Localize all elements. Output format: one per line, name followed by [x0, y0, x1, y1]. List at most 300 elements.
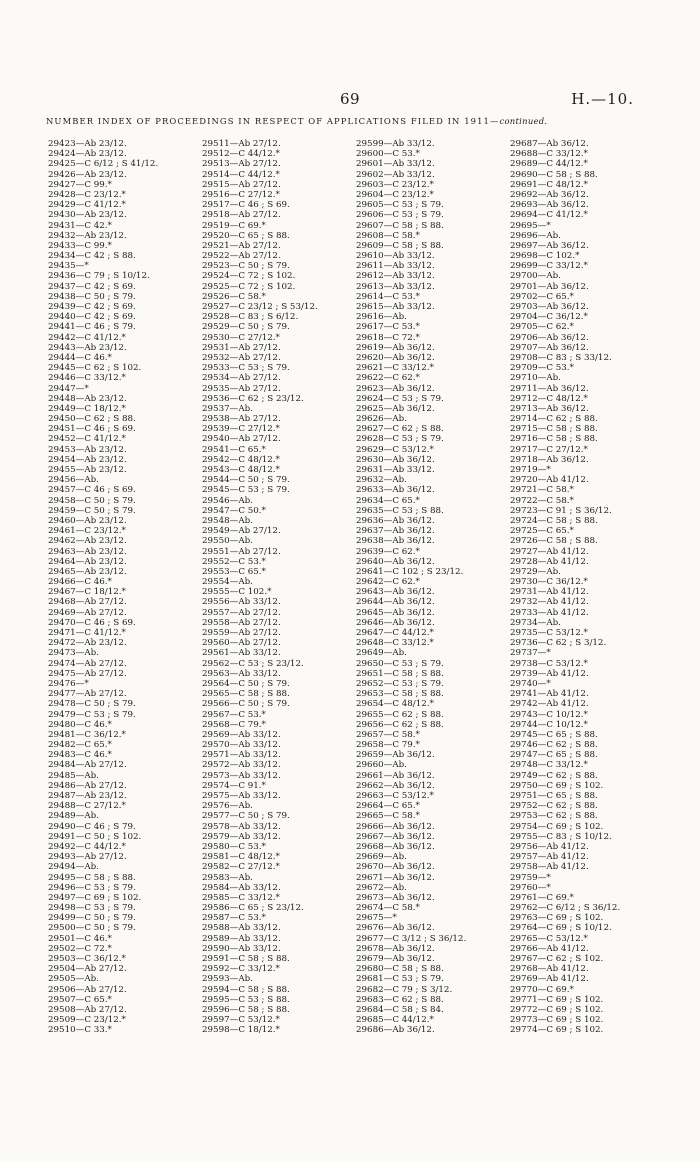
index-entry: 29442—C 41/12.* — [48, 332, 126, 343]
index-entry: 29570—Ab 33/12. — [202, 740, 281, 751]
index-entry: 29751—C 65 ; S 88. — [510, 791, 598, 801]
index-entry: 29534—Ab 27/12. — [202, 373, 281, 384]
index-entry: 29717—C 27/12.* — [510, 444, 588, 455]
index-entry: 29673—Ab 36/12. — [356, 892, 435, 903]
index-entry: 29529—C 50 ; S 79. — [202, 322, 290, 333]
index-entry: 29551—Ab 27/12. — [202, 546, 281, 557]
index-entry: 29731—Ab 41/12. — [510, 587, 589, 598]
index-entry: 29542—C 48/12.* — [202, 454, 280, 465]
index-entry: 29644—Ab 36/12. — [356, 597, 435, 608]
index-entry: 29704—C 36/12.* — [510, 312, 588, 323]
index-column-4 — [510, 139, 664, 1036]
index-entry: 29636—Ab 36/12. — [356, 515, 435, 526]
index-entry: 29622—C 62.* — [356, 373, 420, 384]
index-entry: 29715—C 58 ; S 88. — [510, 424, 598, 435]
index-entry: 29701—Ab 36/12. — [510, 281, 589, 292]
index-entry: 29725—C 65.* — [510, 526, 574, 537]
index-entry: 29443—Ab 23/12. — [48, 342, 127, 353]
index-entry: 29587—C 53.* — [202, 913, 266, 924]
index-entry: 29724—C 58 ; S 88. — [510, 515, 598, 526]
index-entry: 29567—C 53.* — [202, 709, 266, 720]
index-entry: 29471—C 41/12.* — [48, 628, 126, 638]
index-entry: 29466—C 46.* — [48, 577, 112, 588]
index-entry: 29583—Ab. — [202, 872, 253, 883]
index-entry: 29743—C 10/12.* — [510, 709, 588, 720]
index-entry: 29585—C 33/12.* — [202, 892, 280, 903]
index-entry: 29426—Ab 23/12. — [48, 169, 127, 180]
index-entry: 29763—C 69 ; S 102. — [510, 913, 604, 924]
index-entry: 29463—Ab 23/12. — [48, 546, 127, 557]
index-entry: 29516—C 27/12.* — [202, 189, 280, 200]
index-entry: 29530—C 27/12.* — [202, 332, 280, 343]
index-entry: 29682—C 79 ; S 3/12. — [356, 984, 453, 995]
index-entry: 29612—Ab 33/12. — [356, 271, 435, 282]
index-entry: 29434—C 42 ; S 88. — [48, 251, 136, 262]
index-entry: 29501—C 46.* — [48, 933, 112, 944]
index-entry: 29455—Ab 23/12. — [48, 465, 127, 475]
index-entry: 29631—Ab 33/12. — [356, 465, 435, 475]
index-entry: 29741—Ab 41/12. — [510, 689, 589, 700]
heading-text: NUMBER INDEX OF PROCEEDINGS IN RESPECT OF APPLICATIONS FILED IN 1911— — [46, 116, 500, 126]
index-entry: 29662—Ab 36/12. — [356, 780, 435, 791]
index-entry: 29499—C 50 ; S 79. — [48, 913, 136, 924]
index-entry: 29517—C 46 ; S 69. — [202, 200, 290, 211]
index-entry: 29538—Ab 27/12. — [202, 414, 281, 425]
index-entry: 29633—Ab 36/12. — [356, 485, 435, 496]
index-entry: 29556—Ab 33/12. — [202, 597, 281, 608]
index-entry: 29614—C 53.* — [356, 291, 420, 302]
index-entry: 29598—C 18/12.* — [202, 1025, 280, 1036]
index-entry: 29629—C 53/12.* — [356, 444, 434, 455]
index-entry: 29453—Ab 23/12. — [48, 444, 127, 455]
index-entry: 29580—C 53.* — [202, 841, 266, 852]
index-entry: 29459—C 50 ; S 79. — [48, 505, 136, 516]
index-entry: 29690—C 58 ; S 88. — [510, 169, 598, 180]
index-entry: 29436—C 79 ; S 10/12. — [48, 271, 150, 282]
index-entry: 29458—C 50 ; S 79. — [48, 495, 136, 506]
index-entry: 29686—Ab 36/12. — [356, 1025, 435, 1036]
index-entry: 29546—Ab. — [202, 495, 253, 506]
index-entry: 29723—C 91 ; S 36/12. — [510, 505, 612, 516]
index-entry: 29726—C 58 ; S 88. — [510, 536, 598, 547]
index-entry: 29752—C 62 ; S 88. — [510, 801, 598, 812]
index-entry: 29579—Ab 33/12. — [202, 831, 281, 842]
index-entry: 29594—C 58 ; S 88. — [202, 984, 290, 995]
index-entry: 29767—C 62 ; S 102. — [510, 954, 604, 964]
index-entry: 29626—Ab. — [356, 414, 407, 425]
index-entry: 29694—C 41/12.* — [510, 210, 588, 221]
index-entry: 29753—C 62 ; S 88. — [510, 811, 598, 822]
index-entry: 29514—C 44/12.* — [202, 169, 280, 180]
index-entry: 29729—Ab. — [510, 566, 561, 577]
index-entry: 29461—C 23/12.* — [48, 526, 126, 537]
index-entry: 29477—Ab 27/12. — [48, 689, 127, 700]
index-entry: 29759—* — [510, 872, 551, 883]
index-entry: 29460—Ab 23/12. — [48, 515, 127, 526]
index-entry: 29677—C 3/12 ; S 36/12. — [356, 933, 467, 944]
index-entry: 29513—Ab 27/12. — [202, 159, 281, 170]
index-entry: 29653—C 58 ; S 88. — [356, 689, 444, 700]
index-entry: 29503—C 36/12.* — [48, 954, 126, 964]
index-entry: 29656—C 62 ; S 88. — [356, 719, 444, 730]
index-entry: 29532—Ab 27/12. — [202, 352, 281, 363]
index-entry: 29525—C 72 ; S 102. — [202, 281, 296, 292]
index-entry: 29692—Ab 36/12. — [510, 189, 589, 200]
index-entry: 29495—C 58 ; S 88. — [48, 872, 136, 883]
index-entry: 29620—Ab 36/12. — [356, 352, 435, 363]
index-entry: 29439—C 42 ; S 69. — [48, 302, 136, 312]
index-entry: 29625—Ab 36/12. — [356, 403, 435, 414]
index-entry: 29541—C 65.* — [202, 444, 266, 455]
index-entry: 29720—Ab 41/12. — [510, 475, 589, 486]
index-entry: 29578—Ab 33/12. — [202, 821, 281, 832]
index-entry: 29624—C 53 ; S 79. — [356, 393, 444, 404]
index-entry: 29577—C 50 ; S 79. — [202, 811, 290, 822]
index-entry: 29440—C 42 ; S 69. — [48, 312, 136, 323]
index-entry: 29511—Ab 27/12. — [202, 139, 281, 149]
index-entry: 29507—C 65.* — [48, 994, 112, 1005]
index-entry: 29531—Ab 27/12. — [202, 342, 281, 353]
index-entry: 29674—C 58.* — [356, 903, 420, 914]
index-entry: 29491—C 50 ; S 102. — [48, 831, 142, 842]
index-entry: 29539—C 27/12.* — [202, 424, 280, 435]
index-entry: 29450—C 62 ; S 88. — [48, 414, 136, 425]
index-entry: 29574—C 91.* — [202, 780, 266, 791]
index-entry: 29593—Ab. — [202, 974, 253, 985]
index-entry: 29716—C 58 ; S 88. — [510, 434, 598, 445]
index-entry: 29623—Ab 36/12. — [356, 383, 435, 394]
index-entry: 29510—C 33.* — [48, 1025, 112, 1036]
index-entry: 29689—C 44/12.* — [510, 159, 588, 170]
index-entry: 29645—Ab 36/12. — [356, 607, 435, 618]
index-entry: 29773—C 69 ; S 102. — [510, 1015, 604, 1026]
index-entry: 29469—Ab 27/12. — [48, 607, 127, 618]
index-entry: 29476—* — [48, 678, 89, 689]
index-entry: 29687—Ab 36/12. — [510, 139, 589, 149]
index-entry: 29711—Ab 36/12. — [510, 383, 589, 394]
index-entry: 29695—* — [510, 220, 551, 231]
index-entry: 29576—Ab. — [202, 801, 253, 812]
index-entry: 29535—Ab 27/12. — [202, 383, 281, 394]
index-entry: 29684—C 58 ; S 84. — [356, 1004, 444, 1015]
index-entry: 29566—C 50 ; S 79. — [202, 699, 290, 710]
index-entry: 29473—Ab. — [48, 648, 99, 659]
index-entry: 29588—Ab 33/12. — [202, 923, 281, 934]
index-entry: 29457—C 46 ; S 69. — [48, 485, 136, 496]
index-entry: 29679—Ab 36/12. — [356, 954, 435, 964]
index-entry: 29714—C 62 ; S 88. — [510, 414, 598, 425]
index-entry: 29543—C 48/12.* — [202, 465, 280, 475]
document-reference: H.—10. — [571, 90, 634, 108]
index-entry: 29558—Ab 27/12. — [202, 617, 281, 628]
index-entry: 29555—C 102.* — [202, 587, 272, 598]
index-entry: 29449—C 18/12.* — [48, 403, 126, 414]
index-entry: 29557—Ab 27/12. — [202, 607, 281, 618]
index-entry: 29599—Ab 33/12. — [356, 139, 435, 149]
index-entry: 29727—Ab 41/12. — [510, 546, 589, 557]
index-entry: 29572—Ab 33/12. — [202, 760, 281, 771]
index-entry: 29521—Ab 27/12. — [202, 240, 281, 251]
index-entry: 29485—Ab. — [48, 770, 99, 781]
index-entry: 29509—C 23/12.* — [48, 1015, 126, 1026]
index-entry: 29431—C 42.* — [48, 220, 112, 231]
index-entry: 29748—C 33/12.* — [510, 760, 588, 771]
index-entry: 29589—Ab 33/12. — [202, 933, 281, 944]
index-entry: 29591—C 58 ; S 88. — [202, 954, 290, 964]
index-entry: 29698—C 102.* — [510, 251, 580, 262]
index-entry: 29699—C 33/12.* — [510, 261, 588, 272]
index-entry: 29655—C 62 ; S 88. — [356, 709, 444, 720]
index-entry: 29430—Ab 23/12. — [48, 210, 127, 221]
index-entry: 29639—C 62.* — [356, 546, 420, 557]
index-entry: 29765—C 53/12.* — [510, 933, 588, 944]
index-entry: 29528—C 83 ; S 6/12. — [202, 312, 299, 323]
index-entry: 29611—Ab 33/12. — [356, 261, 435, 272]
index-entry: 29520—C 65 ; S 88. — [202, 230, 290, 241]
index-entry: 29486—Ab 27/12. — [48, 780, 127, 791]
index-entry: 29760—* — [510, 882, 551, 893]
index-entry: 29564—C 50 ; S 79. — [202, 678, 290, 689]
index-entry: 29738—C 53/12.* — [510, 658, 588, 669]
index-entry: 29573—Ab 33/12. — [202, 770, 281, 781]
index-entry: 29533—C 53 ; S 79. — [202, 363, 290, 374]
index-column-3 — [356, 139, 510, 1036]
index-entry: 29634—C 65.* — [356, 495, 420, 506]
index-entry: 29757—Ab 41/12. — [510, 852, 589, 863]
index-entry: 29512—C 44/12.* — [202, 149, 280, 160]
index-entry: 29762—C 6/12 ; S 36/12. — [510, 903, 621, 914]
index-entry: 29712—C 48/12.* — [510, 393, 588, 404]
index-entry: 29500—C 50 ; S 79. — [48, 923, 136, 934]
index-entry: 29607—C 58 ; S 88. — [356, 220, 444, 231]
index-entry: 29544—C 50 ; S 79. — [202, 475, 290, 486]
index-entry: 29733—Ab 41/12. — [510, 607, 589, 618]
index-entry: 29454—Ab 23/12. — [48, 454, 127, 465]
index-entry: 29691—C 48/12.* — [510, 179, 588, 190]
index-entry: 29772—C 69 ; S 102. — [510, 1004, 604, 1015]
index-entry: 29493—Ab 27/12. — [48, 852, 127, 863]
index-entry: 29641—C 102 ; S 23/12. — [356, 566, 464, 577]
index-entry: 29647—C 44/12.* — [356, 628, 434, 638]
index-entry: 29707—Ab 36/12. — [510, 342, 589, 353]
index-heading — [46, 116, 666, 126]
index-entry: 29506—Ab 27/12. — [48, 984, 127, 995]
index-entry: 29668—Ab 36/12. — [356, 841, 435, 852]
index-entry: 29523—C 50 ; S 79. — [202, 261, 290, 272]
index-entry: 29670—Ab 36/12. — [356, 862, 435, 873]
index-entry: 29467—C 18/12.* — [48, 587, 126, 598]
index-entry: 29518—Ab 27/12. — [202, 210, 281, 221]
index-entry: 29424—Ab 23/12. — [48, 149, 127, 160]
index-entry: 29527—C 23/12 ; S 53/12. — [202, 302, 318, 312]
index-entry: 29713—Ab 36/12. — [510, 403, 589, 414]
index-entry: 29437—C 42 ; S 69. — [48, 281, 136, 292]
index-entry: 29708—C 83 ; S 33/12. — [510, 352, 612, 363]
index-entry: 29441—C 46 ; S 79. — [48, 322, 136, 333]
index-entry: 29456—Ab. — [48, 475, 99, 486]
index-entry: 29604—C 23/12.* — [356, 189, 434, 200]
index-entry: 29540—Ab 27/12. — [202, 434, 281, 445]
index-entry: 29519—C 69.* — [202, 220, 266, 231]
index-entry: 29597—C 53/12.* — [202, 1015, 280, 1026]
index-entry: 29474—Ab 27/12. — [48, 658, 127, 669]
index-entry: 29605—C 53 ; S 79. — [356, 200, 444, 211]
index-entry: 29696—Ab. — [510, 230, 561, 241]
index-entry: 29547—C 50.* — [202, 505, 266, 516]
index-entry: 29487—Ab 23/12. — [48, 791, 127, 801]
index-entry: 29719—* — [510, 465, 551, 475]
index-entry: 29685—C 44/12.* — [356, 1015, 434, 1026]
index-entry: 29489—Ab. — [48, 811, 99, 822]
index-entry: 29537—Ab. — [202, 403, 253, 414]
index-entry: 29498—C 53 ; S 79. — [48, 903, 136, 914]
index-entry: 29590—Ab 33/12. — [202, 943, 281, 954]
index-entry: 29596—C 58 ; S 88. — [202, 1004, 290, 1015]
index-entry: 29462—Ab 23/12. — [48, 536, 127, 547]
index-entry: 29592—C 33/12.* — [202, 964, 280, 975]
index-entry: 29600—C 53.* — [356, 149, 420, 160]
index-entry: 29468—Ab 27/12. — [48, 597, 127, 608]
index-entry: 29745—C 65 ; S 88. — [510, 729, 598, 740]
index-entry: 29475—Ab 27/12. — [48, 668, 127, 679]
index-entry: 29676—Ab 36/12. — [356, 923, 435, 934]
index-entry: 29768—Ab 41/12. — [510, 964, 589, 975]
index-entry: 29740—* — [510, 678, 551, 689]
index-entry: 29554—Ab. — [202, 577, 253, 588]
index-entry: 29492—C 44/12.* — [48, 841, 126, 852]
index-entry: 29669—Ab. — [356, 852, 407, 863]
index-entry: 29615—Ab 33/12. — [356, 302, 435, 312]
index-entry: 29630—Ab 36/12. — [356, 454, 435, 465]
index-entry: 29652—C 53 ; S 79. — [356, 678, 444, 689]
index-entry: 29667—Ab 36/12. — [356, 831, 435, 842]
index-entry: 29747—C 65 ; S 88. — [510, 750, 598, 761]
index-entry: 29722—C 58.* — [510, 495, 574, 506]
index-entry: 29550—Ab. — [202, 536, 253, 547]
index-entry: 29496—C 53 ; S 79. — [48, 882, 136, 893]
index-entry: 29756—Ab 41/12. — [510, 841, 589, 852]
index-entry: 29560—Ab 27/12. — [202, 638, 281, 649]
index-entry: 29472—Ab 23/12. — [48, 638, 127, 649]
index-entry: 29651—C 58 ; S 88. — [356, 668, 444, 679]
index-entry: 29702—C 65.* — [510, 291, 574, 302]
index-entry: 29632—Ab. — [356, 475, 407, 486]
index-entry: 29678—Ab 36/12. — [356, 943, 435, 954]
index-entry: 29595—C 53 ; S 88. — [202, 994, 290, 1005]
index-entry: 29451—C 46 ; S 69. — [48, 424, 136, 435]
index-entry: 29559—Ab 27/12. — [202, 628, 281, 638]
index-entry: 29721—C 58.* — [510, 485, 574, 496]
index-entry: 29643—Ab 36/12. — [356, 587, 435, 598]
index-entry: 29710—Ab. — [510, 373, 561, 384]
index-entry: 29766—Ab 41/12. — [510, 943, 589, 954]
index-entry: 29755—C 83 ; S 10/12. — [510, 831, 612, 842]
index-entry: 29648—C 33/12.* — [356, 638, 434, 649]
index-entry: 29728—Ab 41/12. — [510, 556, 589, 567]
index-entry: 29672—Ab. — [356, 882, 407, 893]
index-entry: 29609—C 58 ; S 88. — [356, 240, 444, 251]
index-entry: 29737—* — [510, 648, 551, 659]
index-entry: 29447—* — [48, 383, 89, 394]
index-entry: 29619—Ab 36/12. — [356, 342, 435, 353]
index-entry: 29703—Ab 36/12. — [510, 302, 589, 312]
index-entry: 29483—C 46.* — [48, 750, 112, 761]
index-entry: 29697—Ab 36/12. — [510, 240, 589, 251]
index-entry: 29657—C 58.* — [356, 729, 420, 740]
index-entry: 29749—C 62 ; S 88. — [510, 770, 598, 781]
index-entry: 29774—C 69 ; S 102. — [510, 1025, 604, 1036]
index-entry: 29742—Ab 41/12. — [510, 699, 589, 710]
index-entry: 29664—C 65.* — [356, 801, 420, 812]
index-entry: 29446—C 33/12.* — [48, 373, 126, 384]
index-entry: 29680—C 58 ; S 88. — [356, 964, 444, 975]
index-entry: 29494—Ab. — [48, 862, 99, 873]
index-entry: 29508—Ab 27/12. — [48, 1004, 127, 1015]
index-entry: 29750—C 69 ; S 102. — [510, 780, 604, 791]
index-entry: 29650—C 53 ; S 79. — [356, 658, 444, 669]
index-entry: 29504—Ab 27/12. — [48, 964, 127, 975]
index-entry: 29640—Ab 36/12. — [356, 556, 435, 567]
index-entry: 29665—C 58.* — [356, 811, 420, 822]
index-entry: 29718—Ab 36/12. — [510, 454, 589, 465]
index-entry: 29627—C 62 ; S 88. — [356, 424, 444, 435]
index-entry: 29675—* — [356, 913, 397, 924]
index-entry: 29479—C 53 ; S 79. — [48, 709, 136, 720]
index-entry: 29432—Ab 23/12. — [48, 230, 127, 241]
index-entry: 29706—Ab 36/12. — [510, 332, 589, 343]
index-entry: 29688—C 33/12.* — [510, 149, 588, 160]
index-entry: 29610—Ab 33/12. — [356, 251, 435, 262]
index-entry: 29497—C 69 ; S 102. — [48, 892, 142, 903]
index-entry: 29637—Ab 36/12. — [356, 526, 435, 537]
index-entry: 29448—Ab 23/12. — [48, 393, 127, 404]
index-entry: 29621—C 33/12.* — [356, 363, 434, 374]
index-entry: 29423—Ab 23/12. — [48, 139, 127, 149]
index-entry: 29425—C 6/12 ; S 41/12. — [48, 159, 159, 170]
index-entry: 29584—Ab 33/12. — [202, 882, 281, 893]
index-entry: 29524—C 72 ; S 102. — [202, 271, 296, 282]
index-entry: 29429—C 41/12.* — [48, 200, 126, 211]
index-entry: 29660—Ab. — [356, 760, 407, 771]
index-columns — [48, 139, 664, 1036]
index-entry: 29739—Ab 41/12. — [510, 668, 589, 679]
index-entry: 29522—Ab 27/12. — [202, 251, 281, 262]
index-entry: 29526—C 58.* — [202, 291, 266, 302]
index-entry: 29569—Ab 33/12. — [202, 729, 281, 740]
index-entry: 29561—Ab 33/12. — [202, 648, 281, 659]
index-entry: 29683—C 62 ; S 88. — [356, 994, 444, 1005]
index-entry: 29452—C 41/12.* — [48, 434, 126, 445]
index-entry: 29735—C 53/12.* — [510, 628, 588, 638]
index-entry: 29488—C 27/12.* — [48, 801, 126, 812]
index-entry: 29658—C 79.* — [356, 740, 420, 751]
index-entry: 29769—Ab 41/12. — [510, 974, 589, 985]
index-column-1 — [48, 139, 202, 1036]
index-entry: 29465—Ab 23/12. — [48, 566, 127, 577]
index-entry: 29646—Ab 36/12. — [356, 617, 435, 628]
index-entry: 29565—C 58 ; S 88. — [202, 689, 290, 700]
index-entry: 29659—Ab 36/12. — [356, 750, 435, 761]
heading-continued: continued. — [499, 116, 548, 126]
index-entry: 29445—C 62 ; S 102. — [48, 363, 142, 374]
index-entry: 29770—C 69.* — [510, 984, 574, 995]
index-entry: 29552—C 53.* — [202, 556, 266, 567]
index-entry: 29709—C 53.* — [510, 363, 574, 374]
index-entry: 29732—Ab 41/12. — [510, 597, 589, 608]
index-entry: 29562—C 53 ; S 23/12. — [202, 658, 304, 669]
index-entry: 29744—C 10/12.* — [510, 719, 588, 730]
index-entry: 29581—C 48/12.* — [202, 852, 280, 863]
